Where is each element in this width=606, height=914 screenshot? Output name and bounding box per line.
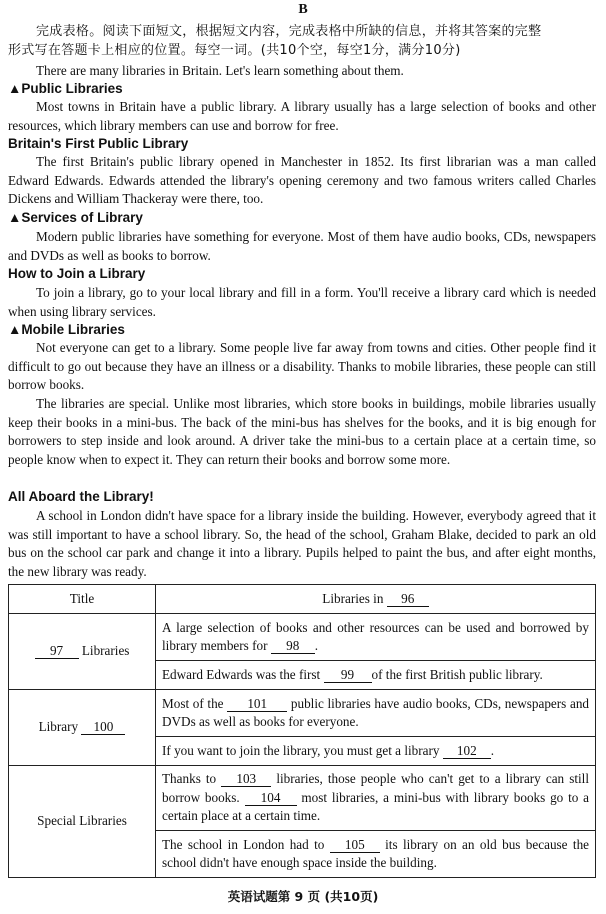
row3a-post: most libraries, a mini-bus with library books go to a certain place at a certain time. xyxy=(162,789,590,824)
row2-label-cell xyxy=(9,690,156,766)
heading-all-aboard: All Aboard the Library! xyxy=(8,489,154,504)
heading-public-libraries: ▲Public Libraries xyxy=(8,81,123,96)
text-first-library: The first Britain's public library opened in Manchester in 1852. Its first librarian was a man called Edward Edwards. Edwards attended the library's opening ceremony and two famous writers called Charles Dickens and William Thackeray were there, too. xyxy=(8,154,596,207)
instructions xyxy=(8,22,596,60)
header-title-cell: Title xyxy=(9,585,156,614)
row1-label: Libraries xyxy=(81,643,130,659)
row2a-pre: Most of the xyxy=(162,695,224,711)
table-header-row xyxy=(9,585,596,614)
row1a-end: . xyxy=(314,638,319,653)
blank-101[interactable]: 101 xyxy=(227,696,287,712)
text-public-libraries: Most towns in Britain have a public library. A library usually has a large selection of books and other resources, which library members can use and borrow for free. xyxy=(8,99,596,133)
row3b-cell xyxy=(156,831,596,878)
row1a-text: A large selection of books and other resources can be used and borrowed by library members for xyxy=(162,619,589,653)
text-mobile-libraries-1: Not everyone can get to a library. Some people live far away from towns and cities. Other people find it difficult to go out because they have an illness or a disability. Thanks to mobile libraries, these people can still borrow books. xyxy=(8,340,596,393)
blank-102[interactable]: 102 xyxy=(443,743,491,759)
row2a-cell xyxy=(156,690,596,737)
page-footer: 英语试题第 9 页 (共10页) xyxy=(227,889,379,904)
row3b-pre: The school in London had to xyxy=(162,836,325,852)
heading-services: ▲Services of Library xyxy=(8,210,143,225)
row3a-pre: Thanks to xyxy=(162,771,217,787)
blank-98[interactable]: 98 xyxy=(271,638,315,654)
row3-label-cell: Special Libraries xyxy=(9,766,156,878)
row1b-cell xyxy=(156,661,596,690)
row1b-pre: Edward Edwards was the first xyxy=(162,666,321,682)
row1a-cell xyxy=(156,614,596,661)
table-row xyxy=(9,614,596,661)
row2b-pre: If you want to join the library, you must get a library xyxy=(162,742,440,758)
blank-96[interactable]: 96 xyxy=(387,591,429,607)
text-join-library: To join a library, go to your local library and fill in a form. You'll receive a library card which is needed when using library services. xyxy=(8,285,596,319)
row3a-cell xyxy=(156,766,596,831)
heading-mobile-libraries: ▲Mobile Libraries xyxy=(8,322,125,337)
heading-join-library: How to Join a Library xyxy=(8,266,146,281)
blank-105[interactable]: 105 xyxy=(330,837,380,853)
blank-100[interactable]: 100 xyxy=(81,719,125,735)
row1b-post: of the first British public library. xyxy=(371,666,543,682)
text-all-aboard: A school in London didn't have space for a library inside the building. However, everybody agreed that it was still important to have a school library. So, the head of the school, Graham Blake, decided to park an old bus on the school car park and change it into a library. Pupils helped to paint the bus, and after eight months, the new library was ready. xyxy=(8,508,596,579)
row3a-mid: libraries, those people who can't get to a library can still borrow books. xyxy=(162,771,590,805)
intro-text: There are many libraries in Britain. Let's learn something about them. xyxy=(36,63,404,78)
table-row xyxy=(9,690,596,737)
blank-99[interactable]: 99 xyxy=(324,667,372,683)
row2-label: Library xyxy=(38,719,79,735)
answer-table xyxy=(8,584,596,878)
row2b-cell xyxy=(156,737,596,766)
blank-97[interactable]: 97 xyxy=(35,643,79,659)
instructions-line1: 完成表格。阅读下面短文，根据短文内容，完成表格中所缺的信息，并将其答案的完整 xyxy=(36,24,542,39)
row3b-post: its library on an old bus because the school didn't have enough space inside the building. xyxy=(162,836,590,870)
section-letter: B xyxy=(298,2,308,17)
row2a-post: public libraries have audio books, CDs, newspapers and DVDs as well as books for everyone. xyxy=(162,695,590,729)
header-libraries-cell xyxy=(156,585,596,614)
table-row xyxy=(9,766,596,831)
row1-label-cell xyxy=(9,614,156,690)
row2b-end: . xyxy=(490,742,495,758)
instructions-line2: 形式写在答题卡上相应的位置。每空一词。(共10个空，每空1分，满分10分) xyxy=(8,43,461,58)
heading-first-library: Britain's First Public Library xyxy=(8,136,189,151)
text-services: Modern public libraries have something for everyone. Most of them have audio books, CDs, newspapers and DVDs as well as books to borrow. xyxy=(8,229,596,263)
text-mobile-libraries-2: The libraries are special. Unlike most libraries, which store books in buildings, mobile libraries usually keep their books in a mini-bus. The back of the mini-bus has shelves for the books, and it is big enough for borrowers to step inside and look around. A driver take the mini-bus to a certain place at a certain time, so people know when to expect it. They can return their books and borrow some more. xyxy=(8,396,596,467)
blank-104[interactable]: 104 xyxy=(245,790,297,806)
blank-103[interactable]: 103 xyxy=(221,771,271,787)
header-libraries-label: Libraries in xyxy=(322,590,384,606)
